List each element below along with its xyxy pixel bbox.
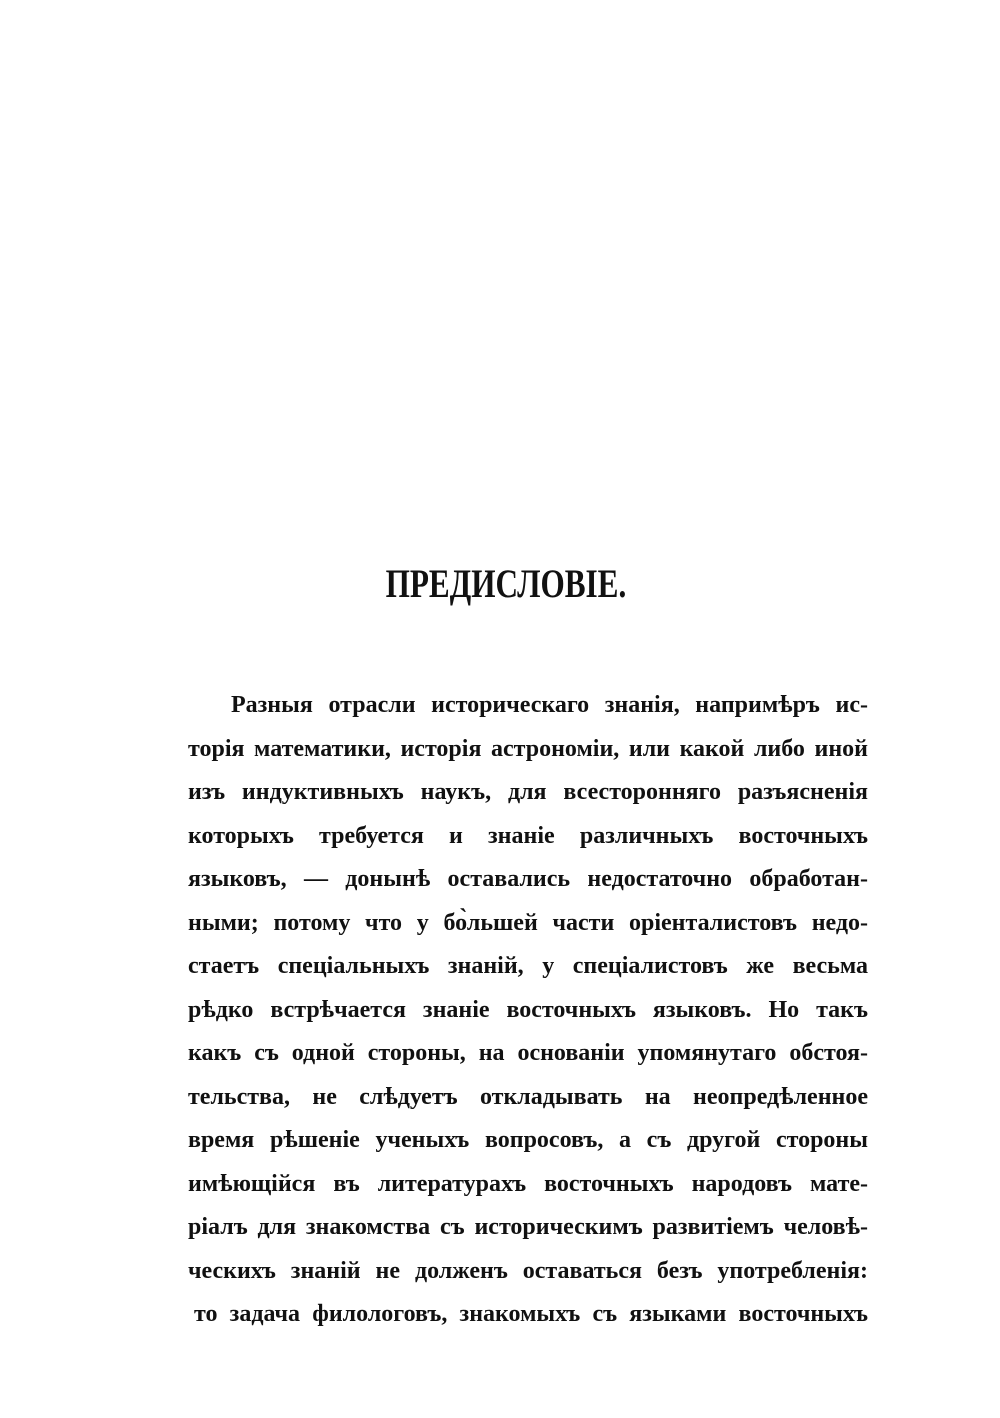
text-line: которыхъ требуется и знаніе различныхъ восточныхъ (188, 822, 868, 849)
text-line: ными; потому что у бо̀льшей части оріенталистовъ недо- (188, 909, 868, 936)
text-line: ческихъ знаній не долженъ оставаться безъ употребленія: (188, 1257, 868, 1284)
text-line: стаетъ спеціальныхъ знаній, у спеціалистовъ же весьма (188, 953, 868, 979)
text-line: Разныя отрасли историческаго знанія, напримѣръ ис- (231, 692, 868, 718)
text-line: рѣдко встрѣчается знаніе восточныхъ языковъ. Но такъ (188, 996, 868, 1023)
text-line: время рѣшеніе ученыхъ вопросовъ, а съ другой стороны (188, 1127, 868, 1153)
text-line: изъ индуктивныхъ наукъ, для всесторонняго разъясненія (188, 779, 868, 805)
text-line: ріалъ для знакомства съ историческимъ развитіемъ человѣ- (188, 1214, 868, 1240)
text-line: торія математики, исторія астрономіи, или какой либо иной (188, 735, 868, 762)
page-title: ПРЕДИСЛОВІЕ. (385, 561, 627, 606)
text-line: имѣющійся въ литературахъ восточныхъ народовъ мате- (188, 1170, 868, 1197)
preface-paragraph (188, 684, 868, 1337)
text-line: тельства, не слѣдуетъ откладывать на неопредѣленное (188, 1083, 868, 1110)
text-line: языковъ, — донынѣ оставались недостаточно обработан- (188, 866, 868, 892)
text-line: то задача филологовъ, знакомыхъ съ языками восточныхъ (194, 1301, 868, 1327)
text-line: какъ съ одной стороны, на основаніи упомянутаго обстоя- (188, 1040, 868, 1066)
